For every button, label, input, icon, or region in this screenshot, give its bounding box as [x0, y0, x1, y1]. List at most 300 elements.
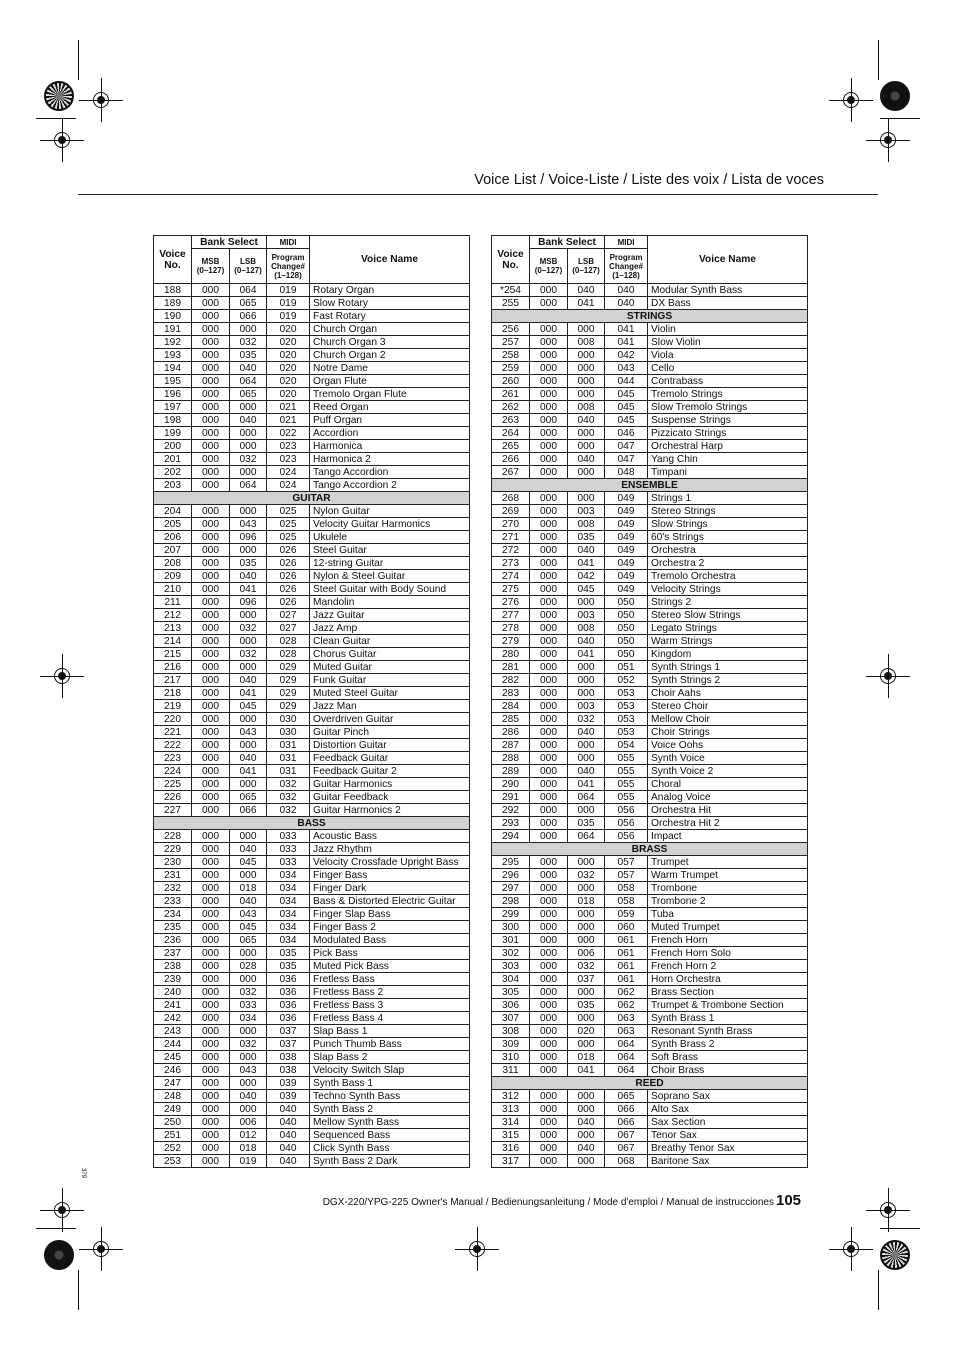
- lsb-cell: 040: [568, 453, 605, 466]
- voice-no-cell: 196: [154, 388, 192, 401]
- lsb-cell: 000: [568, 349, 605, 362]
- voice-no-cell: 192: [154, 336, 192, 349]
- table-row: [154, 570, 470, 583]
- voice-name-cell: French Horn Solo: [648, 947, 808, 960]
- program-change-cell: 021: [267, 401, 310, 414]
- voice-no-cell: 188: [154, 284, 192, 297]
- msb-cell: 000: [530, 700, 568, 713]
- msb-cell: 000: [192, 518, 230, 531]
- category-row: [154, 817, 470, 830]
- voice-no-cell: 301: [492, 934, 530, 947]
- table-row: [492, 960, 808, 973]
- voice-name-cell: Velocity Guitar Harmonics: [310, 518, 470, 531]
- program-change-cell: 026: [267, 583, 310, 596]
- table-row: [492, 817, 808, 830]
- program-change-cell: 025: [267, 505, 310, 518]
- lsb-cell: 000: [230, 323, 267, 336]
- msb-cell: 000: [530, 440, 568, 453]
- program-change-cell: 045: [605, 388, 648, 401]
- program-change-cell: 023: [267, 453, 310, 466]
- table-row: [154, 323, 470, 336]
- program-change-cell: 028: [267, 648, 310, 661]
- category-row: [154, 492, 470, 505]
- program-change-cell: 034: [267, 882, 310, 895]
- voice-name-cell: Slow Strings: [648, 518, 808, 531]
- program-change-cell: 037: [267, 1025, 310, 1038]
- crop-mark: [78, 1270, 79, 1310]
- table-row: [154, 1155, 470, 1168]
- voice-name-cell: Tenor Sax: [648, 1129, 808, 1142]
- msb-cell: 000: [192, 1116, 230, 1129]
- table-row: [492, 934, 808, 947]
- program-change-cell: 051: [605, 661, 648, 674]
- table-row: [154, 674, 470, 687]
- voice-no-cell: 194: [154, 362, 192, 375]
- msb-cell: 000: [530, 453, 568, 466]
- crosshair-mark: [843, 1241, 859, 1257]
- voice-no-cell: 208: [154, 557, 192, 570]
- voice-name-cell: Harmonica 2: [310, 453, 470, 466]
- program-change-cell: 046: [605, 427, 648, 440]
- lsb-cell: 000: [230, 1025, 267, 1038]
- voice-no-cell: 291: [492, 791, 530, 804]
- voice-no-cell: 258: [492, 349, 530, 362]
- msb-cell: 000: [530, 1155, 568, 1168]
- voice-no-cell: 263: [492, 414, 530, 427]
- voice-no-cell: 280: [492, 648, 530, 661]
- table-row: [492, 739, 808, 752]
- lsb-cell: 000: [568, 804, 605, 817]
- voice-name-cell: Strings 2: [648, 596, 808, 609]
- program-change-cell: 019: [267, 310, 310, 323]
- msb-cell: 000: [192, 1142, 230, 1155]
- msb-cell: 000: [192, 700, 230, 713]
- table-row: [492, 609, 808, 622]
- program-change-cell: 057: [605, 856, 648, 869]
- program-change-cell: 039: [267, 1077, 310, 1090]
- voice-name-cell: Breathy Tenor Sax: [648, 1142, 808, 1155]
- crop-mark: [880, 1228, 920, 1229]
- msb-cell: 000: [192, 921, 230, 934]
- voice-name-cell: Analog Voice: [648, 791, 808, 804]
- crosshair-mark: [54, 668, 70, 684]
- program-change-cell: 040: [605, 284, 648, 297]
- lsb-cell: 000: [568, 492, 605, 505]
- table-row: [492, 791, 808, 804]
- voice-name-cell: Finger Dark: [310, 882, 470, 895]
- lsb-cell: 032: [568, 713, 605, 726]
- lsb-cell: 045: [568, 583, 605, 596]
- lsb-cell: 003: [568, 609, 605, 622]
- program-change-cell: 063: [605, 1012, 648, 1025]
- table-row: [154, 830, 470, 843]
- voice-no-cell: 288: [492, 752, 530, 765]
- msb-cell: 000: [192, 1077, 230, 1090]
- msb-cell: 000: [192, 856, 230, 869]
- crosshair-mark: [469, 1241, 485, 1257]
- voice-name-cell: Synth Bass 2 Dark: [310, 1155, 470, 1168]
- lsb-cell: 040: [568, 635, 605, 648]
- voice-no-cell: 207: [154, 544, 192, 557]
- voice-no-cell: 297: [492, 882, 530, 895]
- col-header-lsb: LSB (0–127): [230, 249, 267, 284]
- msb-cell: 000: [192, 739, 230, 752]
- msb-cell: 000: [192, 1155, 230, 1168]
- voice-no-cell: 246: [154, 1064, 192, 1077]
- voice-no-cell: 211: [154, 596, 192, 609]
- msb-cell: 000: [192, 544, 230, 557]
- voice-name-cell: Chorus Guitar: [310, 648, 470, 661]
- lsb-cell: 041: [230, 765, 267, 778]
- voice-name-cell: Fretless Bass 4: [310, 1012, 470, 1025]
- table-row: [154, 1064, 470, 1077]
- lsb-cell: 008: [568, 518, 605, 531]
- table-row: [492, 999, 808, 1012]
- voice-no-cell: 265: [492, 440, 530, 453]
- voice-name-cell: Nylon Guitar: [310, 505, 470, 518]
- msb-cell: 000: [530, 505, 568, 518]
- msb-cell: 000: [530, 388, 568, 401]
- voice-name-cell: Velocity Crossfade Upright Bass: [310, 856, 470, 869]
- lsb-cell: 032: [568, 869, 605, 882]
- voice-no-cell: 212: [154, 609, 192, 622]
- msb-cell: 000: [530, 544, 568, 557]
- voice-no-cell: 220: [154, 713, 192, 726]
- registration-target-mark: [880, 81, 910, 111]
- voice-no-cell: 285: [492, 713, 530, 726]
- voice-no-cell: 224: [154, 765, 192, 778]
- table-row: [154, 518, 470, 531]
- crop-mark: [878, 40, 879, 80]
- program-change-cell: 061: [605, 973, 648, 986]
- voice-no-cell: 274: [492, 570, 530, 583]
- voice-name-cell: Trombone 2: [648, 895, 808, 908]
- registration-target-mark: [44, 1240, 74, 1270]
- lsb-cell: 042: [568, 570, 605, 583]
- program-change-cell: 040: [267, 1142, 310, 1155]
- program-change-cell: 045: [605, 401, 648, 414]
- msb-cell: 000: [192, 830, 230, 843]
- table-row: [154, 739, 470, 752]
- lsb-cell: 018: [230, 882, 267, 895]
- table-row: [492, 1129, 808, 1142]
- voice-name-cell: Finger Bass: [310, 869, 470, 882]
- lsb-cell: 064: [568, 830, 605, 843]
- msb-cell: 000: [530, 492, 568, 505]
- col-header-voice-no: Voice No.: [154, 236, 192, 284]
- voice-no-cell: 244: [154, 1038, 192, 1051]
- program-change-cell: 044: [605, 375, 648, 388]
- program-change-cell: 040: [267, 1129, 310, 1142]
- msb-cell: 000: [192, 1038, 230, 1051]
- program-change-cell: 024: [267, 466, 310, 479]
- lsb-cell: 000: [568, 674, 605, 687]
- lsb-cell: 000: [568, 375, 605, 388]
- voice-name-cell: 12-string Guitar: [310, 557, 470, 570]
- table-row: [492, 284, 808, 297]
- program-change-cell: 038: [267, 1051, 310, 1064]
- voice-no-cell: 255: [492, 297, 530, 310]
- voice-name-cell: Sequenced Bass: [310, 1129, 470, 1142]
- program-change-cell: 064: [605, 1051, 648, 1064]
- program-change-cell: 041: [605, 336, 648, 349]
- program-change-cell: 065: [605, 1090, 648, 1103]
- lsb-cell: 041: [568, 648, 605, 661]
- voice-no-cell: 306: [492, 999, 530, 1012]
- program-change-cell: 050: [605, 596, 648, 609]
- category-label: ENSEMBLE: [492, 479, 808, 492]
- voice-name-cell: French Horn: [648, 934, 808, 947]
- msb-cell: 000: [530, 674, 568, 687]
- table-row: [154, 544, 470, 557]
- table-row: [154, 1129, 470, 1142]
- lsb-cell: 000: [568, 596, 605, 609]
- lsb-cell: 020: [568, 1025, 605, 1038]
- voice-name-cell: Feedback Guitar 2: [310, 765, 470, 778]
- msb-cell: 000: [530, 973, 568, 986]
- program-change-cell: 045: [605, 414, 648, 427]
- voice-name-cell: Stereo Strings: [648, 505, 808, 518]
- msb-cell: 000: [530, 804, 568, 817]
- program-change-cell: 055: [605, 765, 648, 778]
- voice-no-cell: 287: [492, 739, 530, 752]
- lsb-cell: 064: [230, 375, 267, 388]
- program-change-cell: 043: [605, 362, 648, 375]
- lsb-cell: 065: [230, 791, 267, 804]
- voice-no-cell: 272: [492, 544, 530, 557]
- voice-no-cell: 236: [154, 934, 192, 947]
- msb-cell: 000: [192, 765, 230, 778]
- program-change-cell: 025: [267, 518, 310, 531]
- program-change-cell: 032: [267, 791, 310, 804]
- table-row: [492, 908, 808, 921]
- program-change-cell: 057: [605, 869, 648, 882]
- col-header-bank-select: Bank Select: [530, 236, 605, 249]
- program-change-cell: 049: [605, 531, 648, 544]
- voice-name-cell: Feedback Guitar: [310, 752, 470, 765]
- lsb-cell: 032: [230, 336, 267, 349]
- lsb-cell: 000: [230, 661, 267, 674]
- voice-no-cell: 294: [492, 830, 530, 843]
- voice-name-cell: Accordion: [310, 427, 470, 440]
- program-change-cell: 029: [267, 687, 310, 700]
- lsb-cell: 041: [230, 687, 267, 700]
- program-change-cell: 049: [605, 505, 648, 518]
- program-change-cell: 049: [605, 583, 648, 596]
- table-row: [492, 687, 808, 700]
- msb-cell: 000: [530, 557, 568, 570]
- msb-cell: 000: [530, 336, 568, 349]
- lsb-cell: 000: [568, 1155, 605, 1168]
- msb-cell: 000: [192, 908, 230, 921]
- table-row: [492, 765, 808, 778]
- program-change-cell: 042: [605, 349, 648, 362]
- msb-cell: 000: [192, 882, 230, 895]
- table-row: [154, 609, 470, 622]
- col-header-voice-no: Voice No.: [492, 236, 530, 284]
- voice-name-cell: Resonant Synth Brass: [648, 1025, 808, 1038]
- voice-no-cell: 300: [492, 921, 530, 934]
- lsb-cell: 040: [230, 843, 267, 856]
- voice-name-cell: Fretless Bass 2: [310, 986, 470, 999]
- voice-name-cell: French Horn 2: [648, 960, 808, 973]
- msb-cell: 000: [530, 297, 568, 310]
- msb-cell: 000: [192, 1129, 230, 1142]
- side-code: 379: [80, 1168, 86, 1179]
- table-row: [154, 1025, 470, 1038]
- voice-name-cell: Ukulele: [310, 531, 470, 544]
- msb-cell: 000: [530, 1090, 568, 1103]
- crosshair-mark: [93, 1241, 109, 1257]
- lsb-cell: 040: [230, 674, 267, 687]
- lsb-cell: 032: [230, 648, 267, 661]
- voice-name-cell: Tango Accordion: [310, 466, 470, 479]
- voice-name-cell: Funk Guitar: [310, 674, 470, 687]
- voice-no-cell: 195: [154, 375, 192, 388]
- lsb-cell: 000: [230, 830, 267, 843]
- lsb-cell: 000: [568, 739, 605, 752]
- program-change-cell: 040: [267, 1155, 310, 1168]
- lsb-cell: 040: [568, 414, 605, 427]
- voice-name-cell: Violin: [648, 323, 808, 336]
- msb-cell: 000: [192, 362, 230, 375]
- table-row: [492, 947, 808, 960]
- msb-cell: 000: [192, 349, 230, 362]
- table-row: [492, 1025, 808, 1038]
- voice-name-cell: Jazz Amp: [310, 622, 470, 635]
- voice-name-cell: Punch Thumb Bass: [310, 1038, 470, 1051]
- table-row: [154, 401, 470, 414]
- voice-no-cell: 197: [154, 401, 192, 414]
- msb-cell: 000: [530, 1142, 568, 1155]
- crosshair-mark: [843, 92, 859, 108]
- msb-cell: 000: [192, 388, 230, 401]
- msb-cell: 000: [192, 427, 230, 440]
- program-change-cell: 035: [267, 960, 310, 973]
- program-change-cell: 058: [605, 895, 648, 908]
- program-change-cell: 020: [267, 336, 310, 349]
- voice-no-cell: 257: [492, 336, 530, 349]
- program-change-cell: 055: [605, 778, 648, 791]
- col-header-msb: MSB (0–127): [192, 249, 230, 284]
- table-row: [154, 921, 470, 934]
- table-row: [492, 427, 808, 440]
- msb-cell: 000: [530, 947, 568, 960]
- lsb-cell: 035: [230, 349, 267, 362]
- lsb-cell: 066: [230, 804, 267, 817]
- voice-name-cell: Steel Guitar: [310, 544, 470, 557]
- program-change-cell: 023: [267, 440, 310, 453]
- voice-name-cell: Synth Strings 1: [648, 661, 808, 674]
- voice-no-cell: 213: [154, 622, 192, 635]
- voice-no-cell: 221: [154, 726, 192, 739]
- voice-name-cell: Sax Section: [648, 1116, 808, 1129]
- voice-no-cell: 295: [492, 856, 530, 869]
- voice-no-cell: 316: [492, 1142, 530, 1155]
- program-change-cell: 049: [605, 557, 648, 570]
- voice-name-cell: Synth Voice 2: [648, 765, 808, 778]
- msb-cell: 000: [530, 687, 568, 700]
- voice-name-cell: Suspense Strings: [648, 414, 808, 427]
- table-row: [492, 804, 808, 817]
- program-change-cell: 060: [605, 921, 648, 934]
- voice-no-cell: 281: [492, 661, 530, 674]
- lsb-cell: 000: [230, 1051, 267, 1064]
- voice-no-cell: 253: [154, 1155, 192, 1168]
- voice-name-cell: Contrabass: [648, 375, 808, 388]
- table-row: [154, 882, 470, 895]
- msb-cell: 000: [192, 778, 230, 791]
- program-change-cell: 034: [267, 895, 310, 908]
- lsb-cell: 040: [568, 765, 605, 778]
- table-row: [154, 362, 470, 375]
- table-row: [492, 583, 808, 596]
- lsb-cell: 000: [230, 1077, 267, 1090]
- msb-cell: 000: [192, 505, 230, 518]
- table-row: [492, 1064, 808, 1077]
- table-row: [492, 1090, 808, 1103]
- voice-name-cell: Reed Organ: [310, 401, 470, 414]
- lsb-cell: 018: [230, 1142, 267, 1155]
- voice-name-cell: Muted Guitar: [310, 661, 470, 674]
- voice-name-cell: Guitar Pinch: [310, 726, 470, 739]
- lsb-cell: 000: [568, 882, 605, 895]
- program-change-cell: 034: [267, 934, 310, 947]
- lsb-cell: 040: [568, 1116, 605, 1129]
- msb-cell: 000: [530, 869, 568, 882]
- voice-name-cell: Clean Guitar: [310, 635, 470, 648]
- table-row: [492, 986, 808, 999]
- program-change-cell: 031: [267, 765, 310, 778]
- voice-name-cell: Voice Oohs: [648, 739, 808, 752]
- col-header-msb: MSB (0–127): [530, 249, 568, 284]
- voice-no-cell: 218: [154, 687, 192, 700]
- program-change-cell: 055: [605, 791, 648, 804]
- lsb-cell: 000: [568, 440, 605, 453]
- voice-name-cell: Notre Dame: [310, 362, 470, 375]
- lsb-cell: 040: [568, 1142, 605, 1155]
- voice-name-cell: Jazz Man: [310, 700, 470, 713]
- voice-no-cell: 249: [154, 1103, 192, 1116]
- voice-no-cell: 205: [154, 518, 192, 531]
- msb-cell: 000: [530, 609, 568, 622]
- voice-name-cell: Slow Rotary: [310, 297, 470, 310]
- voice-name-cell: Strings 1: [648, 492, 808, 505]
- voice-no-cell: 262: [492, 401, 530, 414]
- msb-cell: 000: [192, 1025, 230, 1038]
- table-row: [154, 895, 470, 908]
- voice-name-cell: Muted Pick Bass: [310, 960, 470, 973]
- lsb-cell: 032: [230, 453, 267, 466]
- voice-no-cell: 279: [492, 635, 530, 648]
- msb-cell: 000: [192, 986, 230, 999]
- msb-cell: 000: [192, 596, 230, 609]
- voice-no-cell: 237: [154, 947, 192, 960]
- table-row: [492, 635, 808, 648]
- msb-cell: 000: [530, 778, 568, 791]
- program-change-cell: 020: [267, 323, 310, 336]
- lsb-cell: 065: [230, 297, 267, 310]
- program-change-cell: 026: [267, 544, 310, 557]
- voice-name-cell: Soft Brass: [648, 1051, 808, 1064]
- msb-cell: 000: [530, 349, 568, 362]
- voice-no-cell: 305: [492, 986, 530, 999]
- program-change-cell: 063: [605, 1025, 648, 1038]
- program-change-cell: 019: [267, 297, 310, 310]
- table-row: [154, 427, 470, 440]
- program-change-cell: 056: [605, 804, 648, 817]
- voice-no-cell: 296: [492, 869, 530, 882]
